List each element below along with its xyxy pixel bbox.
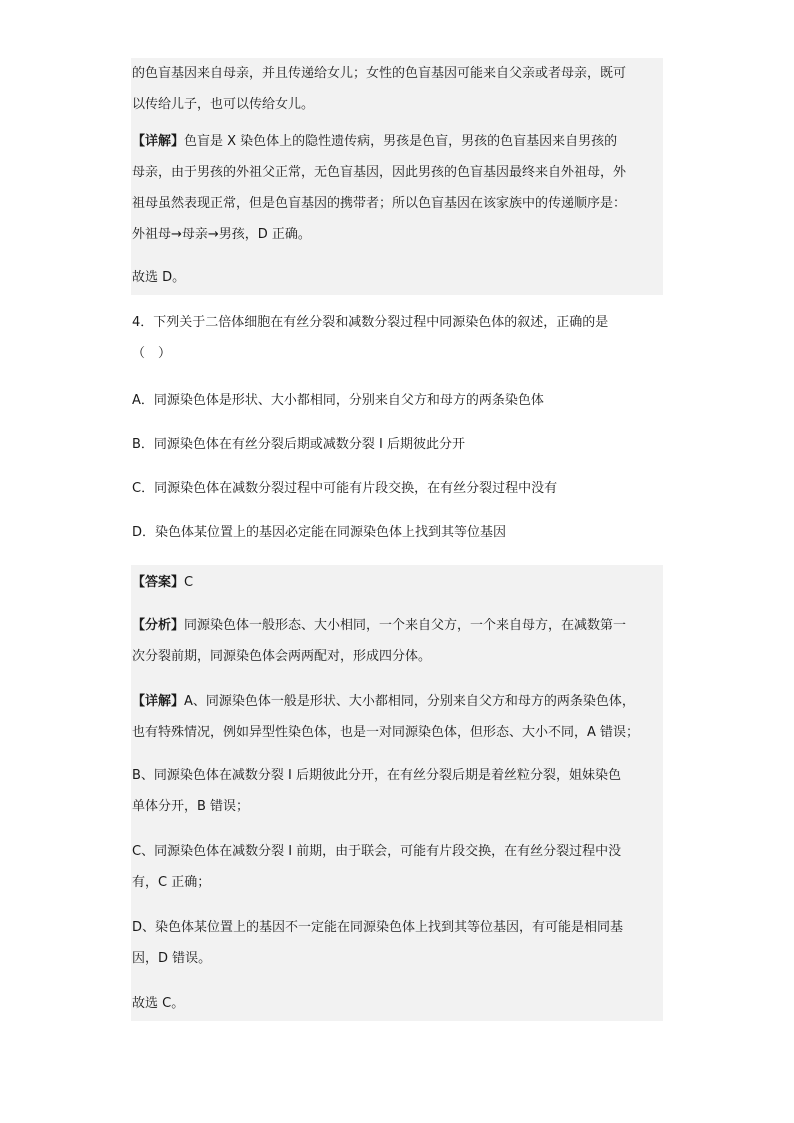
document-page xyxy=(131,58,663,1021)
explanation-text-line: 以传给儿子，也可以传给女儿。 xyxy=(132,97,315,112)
conclusion-text: 故选 D。 xyxy=(132,270,186,285)
detail-tag: 【详解】 xyxy=(132,134,185,149)
detail-line: 单体分开，B 错误； xyxy=(132,799,250,814)
analysis-text: 同源染色体一般形态、大小相同，一个来自父方，一个来自母方，在减数第一 xyxy=(184,618,627,633)
option-c: C．同源染色体在减数分裂过程中可能有片段交换，在有丝分裂过程中没有 xyxy=(132,481,558,496)
analysis-line xyxy=(132,610,663,641)
answer-line xyxy=(132,567,663,598)
detail-text: A、同源染色体一般是形状、大小都相同，分别来自父方和母方的两条染色体， xyxy=(184,694,635,709)
question-options xyxy=(131,379,663,555)
analysis-tag: 【分析】 xyxy=(132,618,185,633)
previous-detail xyxy=(131,120,663,250)
conclusion-text: 故选 C。 xyxy=(132,996,185,1011)
detail-line: 外祖母→母亲→男孩，D 正确。 xyxy=(132,227,311,242)
option-d: D．染色体某位置上的基因必定能在同源染色体上找到其等位基因 xyxy=(132,525,507,540)
detail-block-b xyxy=(131,752,663,826)
option-a: A．同源染色体是形状、大小都相同，分别来自父方和母方的两条染色体 xyxy=(132,393,544,408)
detail-line: 有，C 正确； xyxy=(132,875,211,890)
answer-value: C xyxy=(184,575,194,590)
detail-tag: 【详解】 xyxy=(132,694,185,709)
answer-conclusion xyxy=(131,980,663,1021)
answer-tag: 【答案】 xyxy=(132,575,185,590)
previous-conclusion xyxy=(131,250,663,295)
detail-line: D、染色体某位置上的基因不一定能在同源染色体上找到其等位基因，有可能是相同基 xyxy=(132,920,624,935)
analysis-line: 次分裂前期，同源染色体会两两配对，形成四分体。 xyxy=(132,649,432,664)
detail-line: 也有特殊情况，例如异型性染色体，也是一对同源染色体，但形态、大小不同，A 错误； xyxy=(132,725,640,740)
explanation-text-line: 的色盲基因来自母亲，并且传递给女儿；女性的色盲基因可能来自父亲或者母亲，既可 xyxy=(132,66,627,81)
answer-block xyxy=(131,565,663,606)
detail-block-c xyxy=(131,826,663,902)
detail-line: C、同源染色体在减数分裂 I 前期，由于联会，可能有片段交换，在有丝分裂过程中没 xyxy=(132,844,622,859)
detail-line xyxy=(132,686,663,717)
option-b: B．同源染色体在有丝分裂后期或减数分裂 I 后期彼此分开 xyxy=(132,437,466,452)
detail-line: B、同源染色体在减数分裂 I 后期彼此分开，在有丝分裂后期是着丝粒分裂，姐妹染色 xyxy=(132,768,622,783)
previous-explanation xyxy=(131,58,663,120)
question-stem-line: 4．下列关于二倍体细胞在有丝分裂和减数分裂过程中同源染色体的叙述，正确的是 xyxy=(132,315,609,330)
analysis-block xyxy=(131,606,663,678)
question-stem-line: （ ） xyxy=(132,346,172,361)
detail-line: 因，D 错误。 xyxy=(132,951,212,966)
detail-block-d xyxy=(131,902,663,980)
detail-line xyxy=(132,126,663,157)
detail-line: 祖母虽然表现正常，但是色盲基因的携带者；所以色盲基因在该家族中的传递顺序是： xyxy=(132,196,627,211)
detail-line: 母亲，由于男孩的外祖父正常，无色盲基因，因此男孩的色盲基因最终来自外祖母，外 xyxy=(132,165,627,180)
detail-block-a xyxy=(131,678,663,752)
question-stem xyxy=(131,307,663,369)
detail-text: 色盲是 X 染色体上的隐性遗传病，男孩是色盲，男孩的色盲基因来自男孩的 xyxy=(184,134,618,149)
